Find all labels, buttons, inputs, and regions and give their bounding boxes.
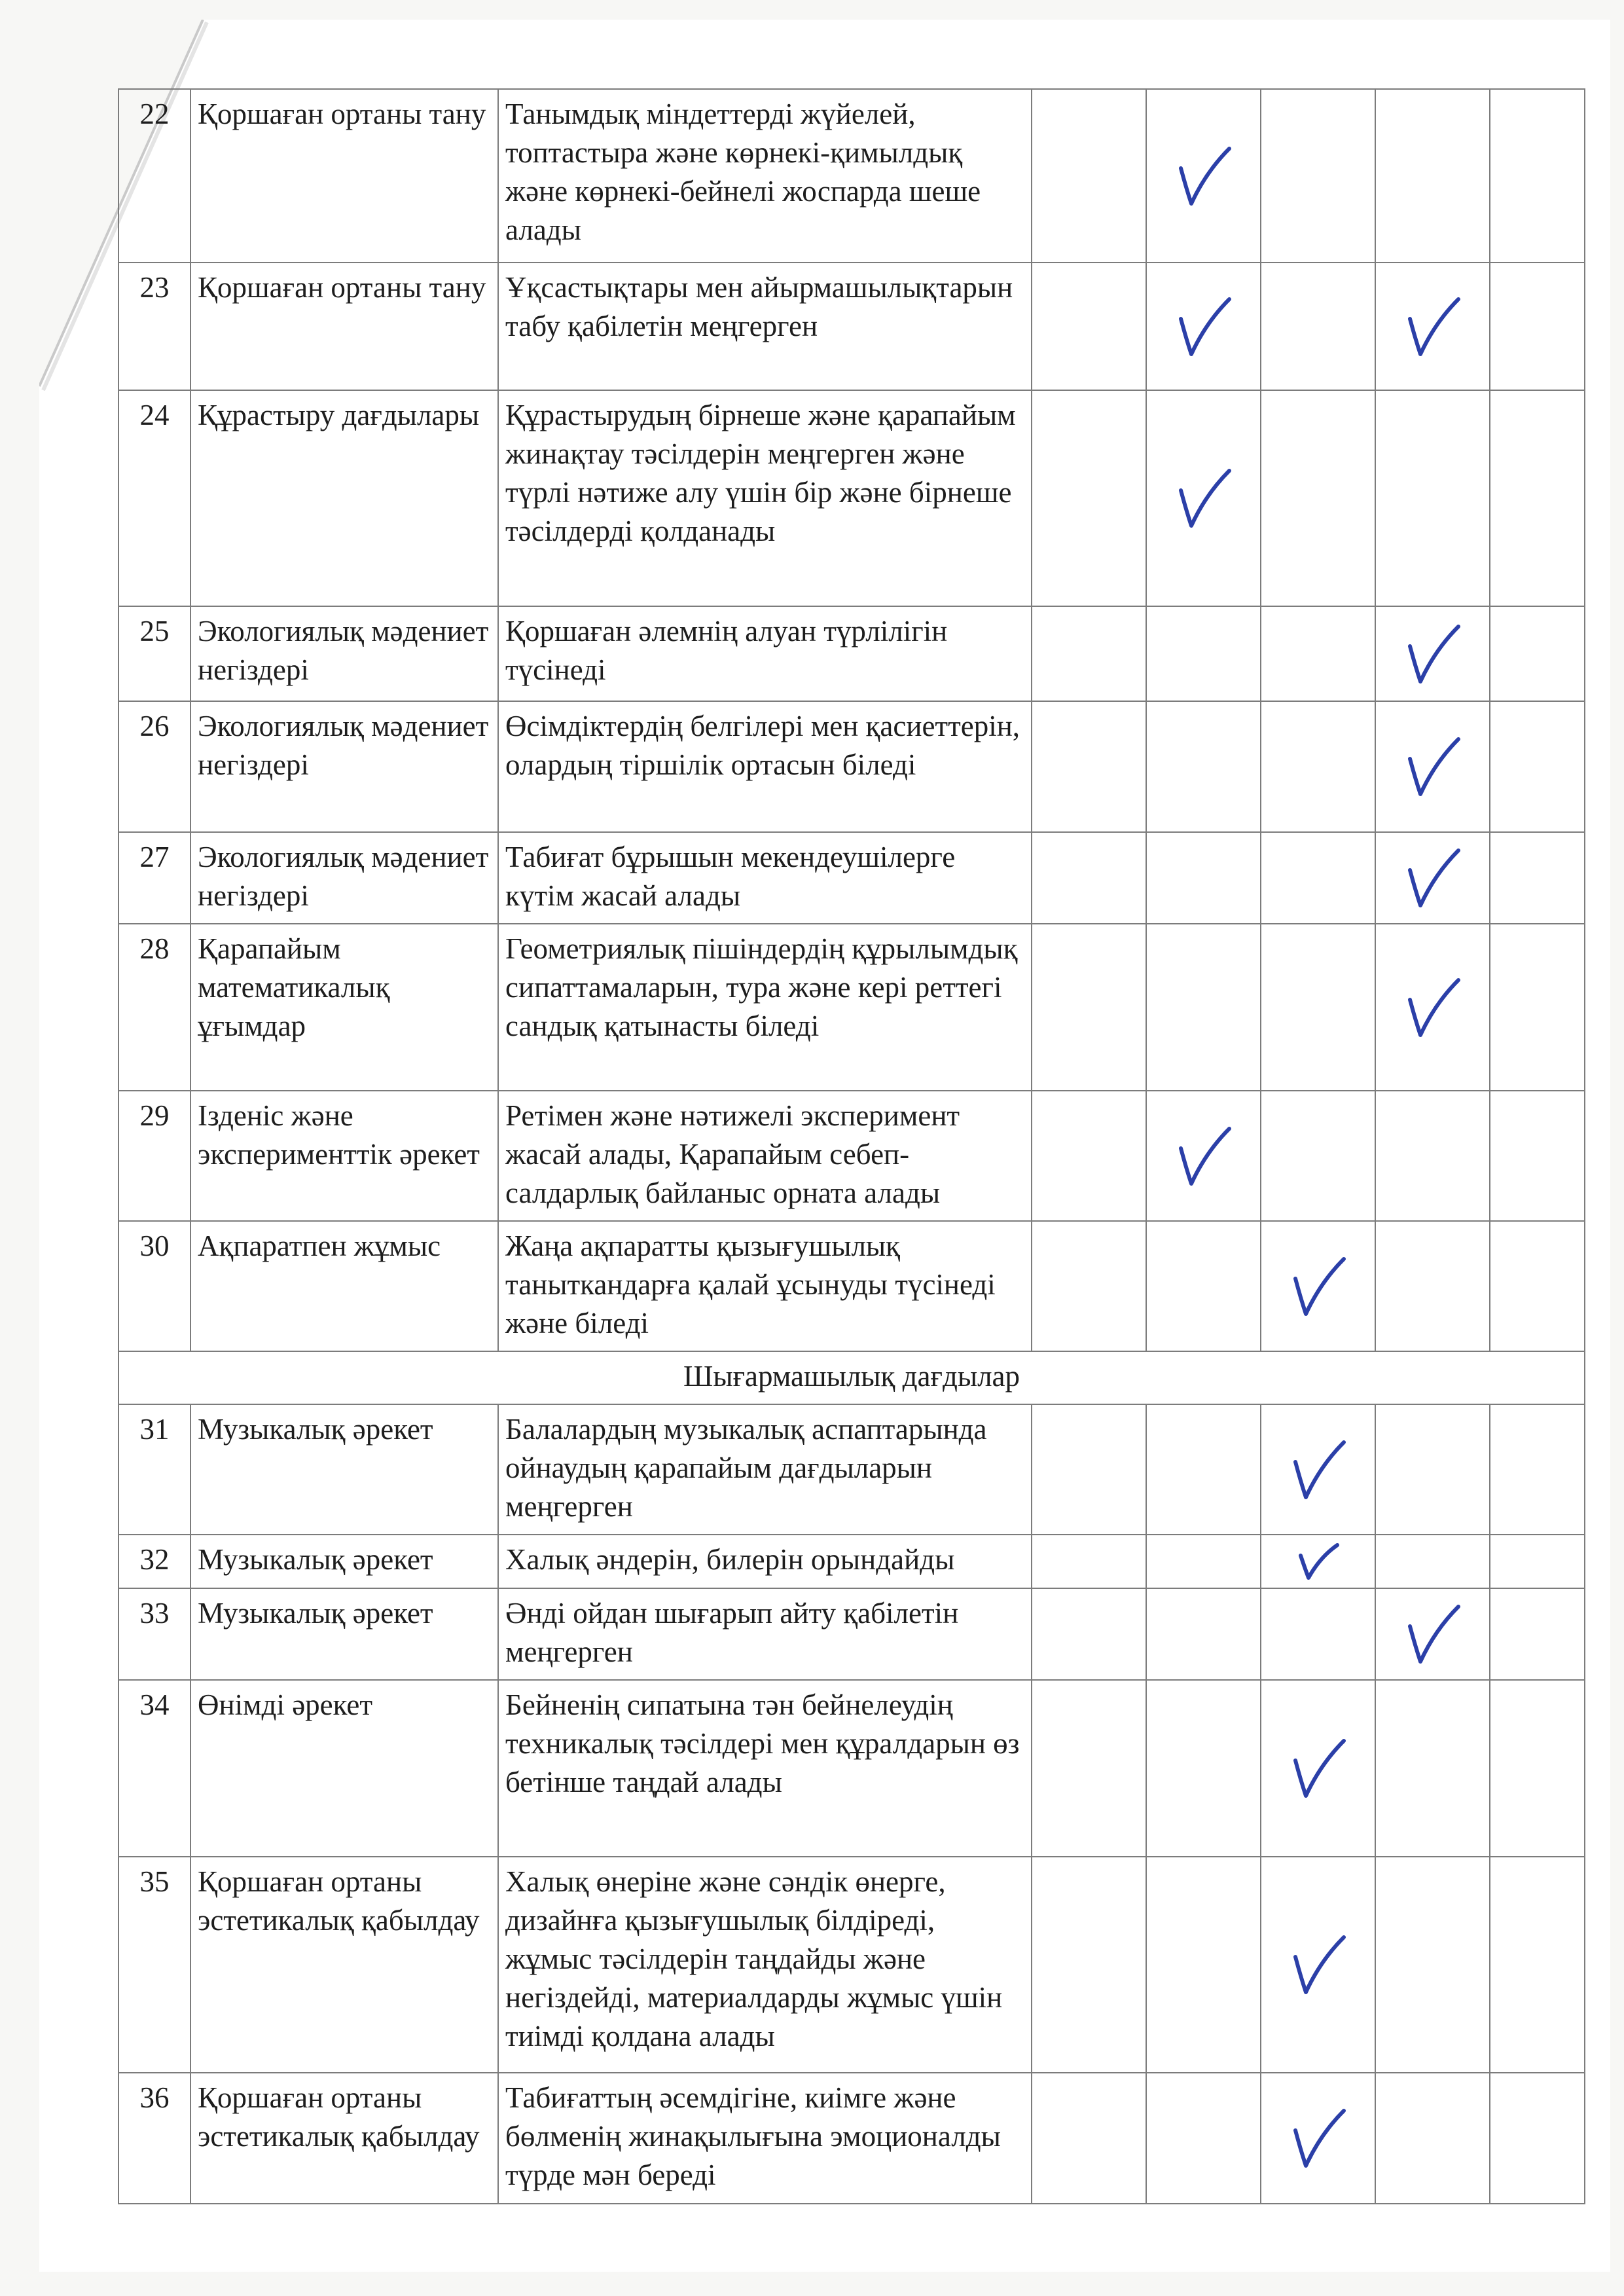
row-number: 27: [118, 832, 190, 924]
checkmark-icon: [1174, 465, 1233, 531]
mark-cell: [1032, 1404, 1146, 1535]
checkmark-icon: [1174, 294, 1233, 359]
mark-cell: [1375, 1404, 1490, 1535]
row-area: Қоршаған ортаны эстетикалық қабылдау: [190, 2073, 498, 2204]
row-number: 26: [118, 701, 190, 832]
row-area: Қарапайым математикалық ұғымдар: [190, 924, 498, 1091]
row-number: 31: [118, 1404, 190, 1535]
mark-cell: [1375, 1221, 1490, 1351]
mark-cell: [1261, 1221, 1375, 1351]
mark-cell: [1375, 701, 1490, 832]
mark-cell: [1490, 1535, 1585, 1588]
table-row: [118, 1404, 1585, 1535]
mark-cell: [1146, 1221, 1261, 1351]
mark-cell: [1146, 1091, 1261, 1221]
table-body-lower: [118, 1404, 1585, 2204]
row-area: Музыкалық әрекет: [190, 1535, 498, 1588]
mark-cell: [1032, 1091, 1146, 1221]
table-row: [118, 606, 1585, 701]
mark-cell: [1146, 701, 1261, 832]
mark-cell: [1490, 263, 1585, 390]
mark-cell: [1490, 2073, 1585, 2204]
mark-cell: [1032, 1535, 1146, 1588]
row-skill: Жаңа ақпаратты қызығушылық таныткандарға қалай ұсынуды түсінеді және біледі: [498, 1221, 1032, 1351]
row-skill: Табиғаттың әсемдігіне, киімге және бөлменің жинақылығына эмоционалды түрде мән береді: [498, 2073, 1032, 2204]
row-number: 35: [118, 1857, 190, 2073]
mark-cell: [1490, 89, 1585, 263]
mark-cell: [1146, 2073, 1261, 2204]
checkmark-icon: [1403, 1601, 1462, 1667]
mark-cell: [1146, 390, 1261, 606]
checkmark-icon: [1174, 143, 1233, 209]
mark-cell: [1032, 263, 1146, 390]
checkmark-icon: [1289, 1932, 1348, 1997]
mark-cell: [1261, 1588, 1375, 1680]
row-area: Экологиялық мәдениет негіздері: [190, 606, 498, 701]
mark-cell: [1032, 390, 1146, 606]
mark-cell: [1375, 1588, 1490, 1680]
row-area: Қоршаған ортаны эстетикалық қабылдау: [190, 1857, 498, 2073]
mark-cell: [1490, 832, 1585, 924]
checkmark-icon: [1174, 1123, 1233, 1189]
mark-cell: [1490, 1857, 1585, 2073]
mark-cell: [1261, 390, 1375, 606]
mark-cell: [1375, 2073, 1490, 2204]
table-row: [118, 1588, 1585, 1680]
mark-cell: [1146, 1535, 1261, 1588]
checkmark-icon: [1295, 1541, 1341, 1582]
mark-cell: [1375, 1857, 1490, 2073]
row-skill: Өсімдіктердің белгілері мен қасиеттерін, олардың тіршілік ортасын біледі: [498, 701, 1032, 832]
table-row: [118, 924, 1585, 1091]
mark-cell: [1261, 924, 1375, 1091]
mark-cell: [1146, 924, 1261, 1091]
mark-cell: [1490, 1221, 1585, 1351]
row-number: 29: [118, 1091, 190, 1221]
mark-cell: [1146, 1857, 1261, 2073]
mark-cell: [1490, 1588, 1585, 1680]
row-skill: Құрастырудың бірнеше және қарапайым жинақтау тәсілдерін меңгерген және түрлі нәтиже алу үшін бір және бірнеше тәсілдерді қолданады: [498, 390, 1032, 606]
mark-cell: [1032, 2073, 1146, 2204]
mark-cell: [1375, 832, 1490, 924]
assessment-table: [118, 88, 1585, 2204]
mark-cell: [1375, 1680, 1490, 1857]
table-body-upper: [118, 89, 1585, 1351]
row-number: 22: [118, 89, 190, 263]
mark-cell: [1032, 1588, 1146, 1680]
mark-cell: [1375, 263, 1490, 390]
mark-cell: [1032, 924, 1146, 1091]
row-skill: Ретімен және нәтижелі эксперимент жасай алады, Қарапайым себеп-салдарлық байланыс орната алады: [498, 1091, 1032, 1221]
checkmark-icon: [1289, 1437, 1348, 1503]
mark-cell: [1490, 606, 1585, 701]
mark-cell: [1146, 1404, 1261, 1535]
checkmark-icon: [1289, 1736, 1348, 1801]
row-number: 32: [118, 1535, 190, 1588]
row-skill: Ұқсастықтары мен айырмашылықтарын табу қабілетін меңгерген: [498, 263, 1032, 390]
checkmark-icon: [1289, 1254, 1348, 1319]
checkmark-icon: [1403, 734, 1462, 799]
mark-cell: [1490, 1680, 1585, 1857]
row-number: 25: [118, 606, 190, 701]
mark-cell: [1146, 832, 1261, 924]
table-row: [118, 832, 1585, 924]
mark-cell: [1032, 1221, 1146, 1351]
table-row: [118, 263, 1585, 390]
checkmark-icon: [1403, 621, 1462, 687]
mark-cell: [1261, 1857, 1375, 2073]
mark-cell: [1261, 263, 1375, 390]
row-area: Қоршаған ортаны тану: [190, 89, 498, 263]
mark-cell: [1261, 2073, 1375, 2204]
row-area: Өнімді әрекет: [190, 1680, 498, 1857]
row-area: Экологиялық мәдениет негіздері: [190, 832, 498, 924]
section-row: [118, 1351, 1585, 1404]
mark-cell: [1261, 89, 1375, 263]
row-number: 36: [118, 2073, 190, 2204]
checkmark-icon: [1403, 294, 1462, 359]
row-skill: Әнді ойдан шығарып айту қабілетін меңгерген: [498, 1588, 1032, 1680]
table-row: [118, 89, 1585, 263]
checkmark-icon: [1403, 845, 1462, 911]
mark-cell: [1146, 1680, 1261, 1857]
mark-cell: [1261, 1680, 1375, 1857]
mark-cell: [1375, 606, 1490, 701]
table-section: [118, 1351, 1585, 1404]
table-row: [118, 1857, 1585, 2073]
row-number: 28: [118, 924, 190, 1091]
mark-cell: [1032, 1680, 1146, 1857]
row-number: 30: [118, 1221, 190, 1351]
row-skill: Геометриялық пішіндердің құрылымдық сипаттамаларын, тура және кері реттегі сандық қатынасты біледі: [498, 924, 1032, 1091]
mark-cell: [1261, 701, 1375, 832]
row-skill: Табиғат бұрышын мекендеушілерге күтім жасай алады: [498, 832, 1032, 924]
mark-cell: [1490, 701, 1585, 832]
mark-cell: [1375, 1535, 1490, 1588]
mark-cell: [1490, 1404, 1585, 1535]
row-skill: Халық әндерін, билерін орындайды: [498, 1535, 1032, 1588]
mark-cell: [1375, 924, 1490, 1091]
row-area: Ақпаратпен жұмыс: [190, 1221, 498, 1351]
table-row: [118, 2073, 1585, 2204]
mark-cell: [1032, 832, 1146, 924]
section-title: Шығармашылық дағдылар: [118, 1351, 1585, 1404]
mark-cell: [1261, 1404, 1375, 1535]
mark-cell: [1146, 89, 1261, 263]
mark-cell: [1032, 606, 1146, 701]
table-row: [118, 1091, 1585, 1221]
row-skill: Балалардың музыкалық аспаптарында ойнаудың қарапайым дағдыларын меңгерген: [498, 1404, 1032, 1535]
mark-cell: [1261, 1091, 1375, 1221]
mark-cell: [1032, 1857, 1146, 2073]
table-row: [118, 1221, 1585, 1351]
table-row: [118, 390, 1585, 606]
checkmark-icon: [1403, 975, 1462, 1040]
mark-cell: [1032, 89, 1146, 263]
row-skill: Бейненің сипатына тән бейнелеудің техникалық тәсілдері мен құралдарын өз бетінше таңдай алады: [498, 1680, 1032, 1857]
mark-cell: [1375, 1091, 1490, 1221]
row-area: Музыкалық әрекет: [190, 1588, 498, 1680]
row-area: Экологиялық мәдениет негіздері: [190, 701, 498, 832]
row-number: 34: [118, 1680, 190, 1857]
mark-cell: [1490, 1091, 1585, 1221]
mark-cell: [1146, 606, 1261, 701]
checkmark-icon: [1289, 2105, 1348, 2171]
mark-cell: [1375, 89, 1490, 263]
table-row: [118, 701, 1585, 832]
row-area: Қоршаған ортаны тану: [190, 263, 498, 390]
mark-cell: [1146, 1588, 1261, 1680]
row-number: 23: [118, 263, 190, 390]
mark-cell: [1146, 263, 1261, 390]
mark-cell: [1032, 701, 1146, 832]
row-number: 33: [118, 1588, 190, 1680]
table-row: [118, 1535, 1585, 1588]
row-skill: Қоршаған әлемнің алуан түрлілігін түсінеді: [498, 606, 1032, 701]
row-skill: Халық өнеріне және сәндік өнерге, дизайнға қызығушылық білдіреді, жұмыс тәсілдерін таңдайды және негіздейді, материалдарды жұмыс үшін тиімді қолдана алады: [498, 1857, 1032, 2073]
mark-cell: [1490, 390, 1585, 606]
table-row: [118, 1680, 1585, 1857]
mark-cell: [1261, 1535, 1375, 1588]
row-area: Құрастыру дағдылары: [190, 390, 498, 606]
row-skill: Танымдық міндеттерді жүйелей, топтастыра және көрнекі-қимылдық және көрнекі-бейнелі жоспарда шеше алады: [498, 89, 1032, 263]
mark-cell: [1375, 390, 1490, 606]
mark-cell: [1261, 832, 1375, 924]
mark-cell: [1261, 606, 1375, 701]
row-area: Ізденіс және эксперименттік әрекет: [190, 1091, 498, 1221]
row-area: Музыкалық әрекет: [190, 1404, 498, 1535]
mark-cell: [1490, 924, 1585, 1091]
row-number: 24: [118, 390, 190, 606]
